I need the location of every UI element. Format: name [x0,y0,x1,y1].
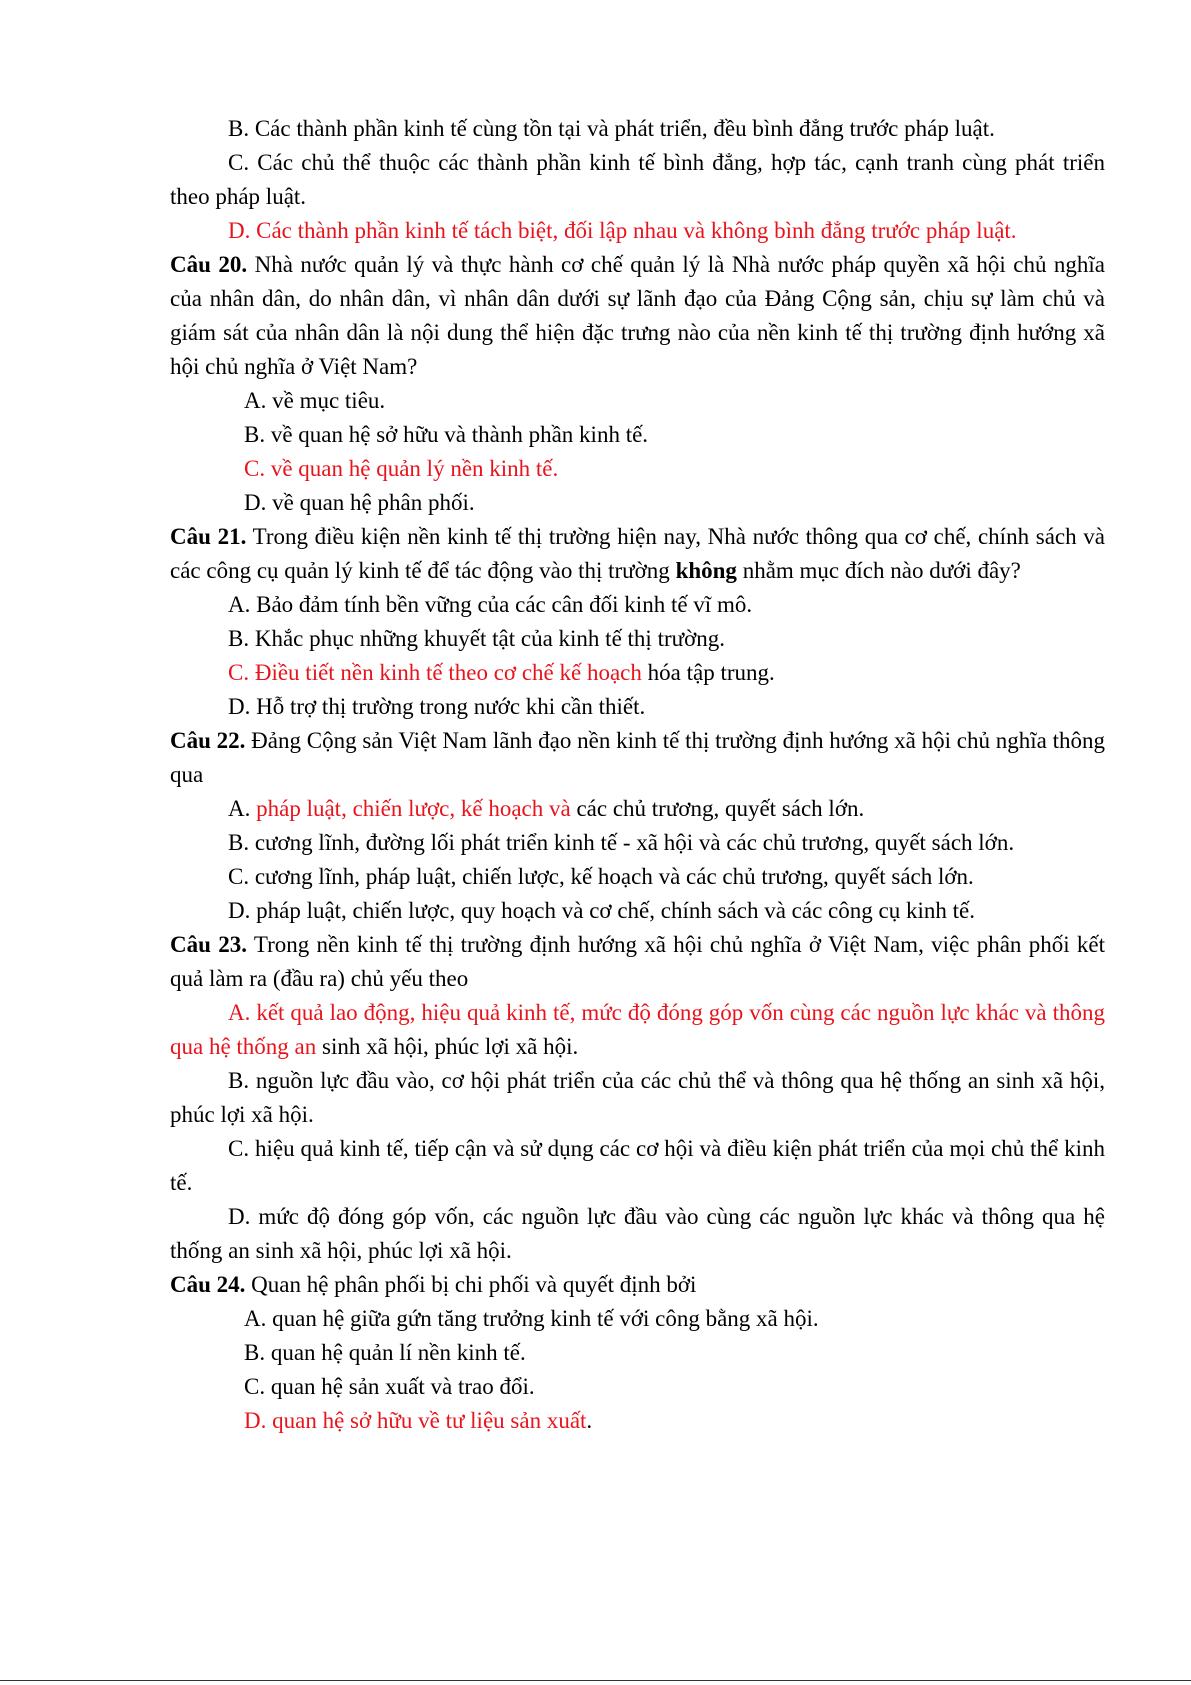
q24-option-d-answer [170,1404,1105,1438]
q21-label: Câu 21. [170,524,247,549]
q23-question [170,928,1105,996]
q24-option-d-red: D. quan hệ sở hữu về tư liệu sản xuất [244,1408,587,1433]
q23-option-b: B. nguồn lực đầu vào, cơ hội phát triển của các chủ thể và thông qua hệ thống an sinh xã hội, phúc lợi xã hội. [170,1068,1105,1127]
q22-label: Câu 22. [170,728,246,753]
q24-option-d-black: . [586,1408,593,1433]
q22-option-b: B. cương lĩnh, đường lối phát triển kinh tế - xã hội và các chủ trương, quyết sách lớn. [228,830,1015,855]
q20-question [170,248,1105,384]
q24-option-c: C. quan hệ sản xuất và trao đổi. [244,1374,535,1399]
q20-label: Câu 20. [170,252,248,277]
q22-option-a-red: pháp luật, chiến lược, kế hoạch và [250,796,571,821]
q19-option-d-answer: D. Các thành phần kinh tế tách biệt, đối lập nhau và không bình đẳng trước pháp luật. [228,218,1017,243]
q21-text-1: Trong điều kiện nền kinh tế thị trường hiện nay, Nhà nước thông qua cơ chế, chính sách và các công cụ quản lý kinh tế để tác động vào thị trường [170,524,1105,583]
q20-option-a: A. về mục tiêu. [244,388,386,413]
q21-option-d: D. Hỗ trợ thị trường trong nước khi cần thiết. [228,694,646,719]
q24-label: Câu 24. [170,1272,246,1297]
q21-option-c-black: hóa tập trung. [641,660,775,685]
q20-option-c-answer: C. về quan hệ quản lý nền kinh tế. [244,456,559,481]
q21-option-c-red: C. Điều tiết nền kinh tế theo cơ chế kế hoạch [228,660,642,685]
q21-question [170,520,1105,588]
q24-option-b: B. quan hệ quản lí nền kinh tế. [244,1340,526,1365]
q23-text: Trong nền kinh tế thị trường định hướng xã hội chủ nghĩa ở Việt Nam, việc phân phối kết quả làm ra (đầu ra) chủ yếu theo [170,932,1105,991]
q23-option-a-red: A. kết quả lao động, hiệu quả kinh tế, mức độ đóng góp vốn cùng các nguồn lực khác và thông qua hệ thống an [170,1000,1105,1059]
q20-option-b: B. về quan hệ sở hữu và thành phần kinh tế. [244,422,649,447]
q22-text: Đảng Cộng sản Việt Nam lãnh đạo nền kinh tế thị trường định hướng xã hội chủ nghĩa thông qua [170,728,1105,787]
document-page [170,112,1105,1438]
q21-bold-word: không [675,558,737,583]
q22-option-a-answer [170,792,1105,826]
footer-divider [0,1680,1191,1681]
q19-option-b: B. Các thành phần kinh tế cùng tồn tại và phát triển, đều bình đẳng trước pháp luật. [228,116,995,141]
q21-option-c-answer [170,656,1105,690]
q22-option-c: C. cương lĩnh, pháp luật, chiến lược, kế hoạch và các chủ trương, quyết sách lớn. [228,864,974,889]
q21-text-2: nhằm mục đích nào dưới đây? [736,558,1021,583]
q23-option-a-answer [170,996,1105,1064]
q21-option-b: B. Khắc phục những khuyết tật của kinh tế thị trường. [228,626,725,651]
q20-text: Nhà nước quản lý và thực hành cơ chế quản lý là Nhà nước pháp quyền xã hội chủ nghĩa của nhân dân, do nhân dân, vì nhân dân dưới sự lãnh đạo của Đảng Cộng sản, chịu sự làm chủ và giám sát của nhân dân là nội dung thể hiện đặc trưng nào của nền kinh tế thị trường định hướng xã hội chủ nghĩa ở Việt Nam? [170,252,1106,379]
q20-option-d: D. về quan hệ phân phối. [244,490,475,515]
q22-question [170,724,1105,792]
q23-option-d: D. mức độ đóng góp vốn, các nguồn lực đầu vào cùng các nguồn lực khác và thông qua hệ thống an sinh xã hội, phúc lợi xã hội. [170,1204,1105,1263]
q24-option-a: A. quan hệ giữa gứn tăng trưởng kinh tế với công bằng xã hội. [244,1306,819,1331]
q24-question [170,1268,1105,1302]
q22-option-a-prefix: A. [228,796,251,821]
q19-option-c: C. Các chủ thể thuộc các thành phần kinh tế bình đẳng, hợp tác, cạnh tranh cùng phát triển theo pháp luật. [170,150,1105,209]
q22-option-a-black: các chủ trương, quyết sách lớn. [570,796,865,821]
q23-option-c: C. hiệu quả kinh tế, tiếp cận và sử dụng các cơ hội và điều kiện phát triển của mọi chủ thể kinh tế. [170,1136,1105,1195]
q23-option-a-black: sinh xã hội, phúc lợi xã hội. [316,1034,579,1059]
q21-option-a: A. Bảo đảm tính bền vững của các cân đối kinh tế vĩ mô. [228,592,753,617]
q23-label: Câu 23. [170,932,247,957]
q24-text: Quan hệ phân phối bị chi phối và quyết định bởi [245,1272,697,1297]
q22-option-d: D. pháp luật, chiến lược, quy hoạch và cơ chế, chính sách và các công cụ kinh tế. [228,898,975,923]
